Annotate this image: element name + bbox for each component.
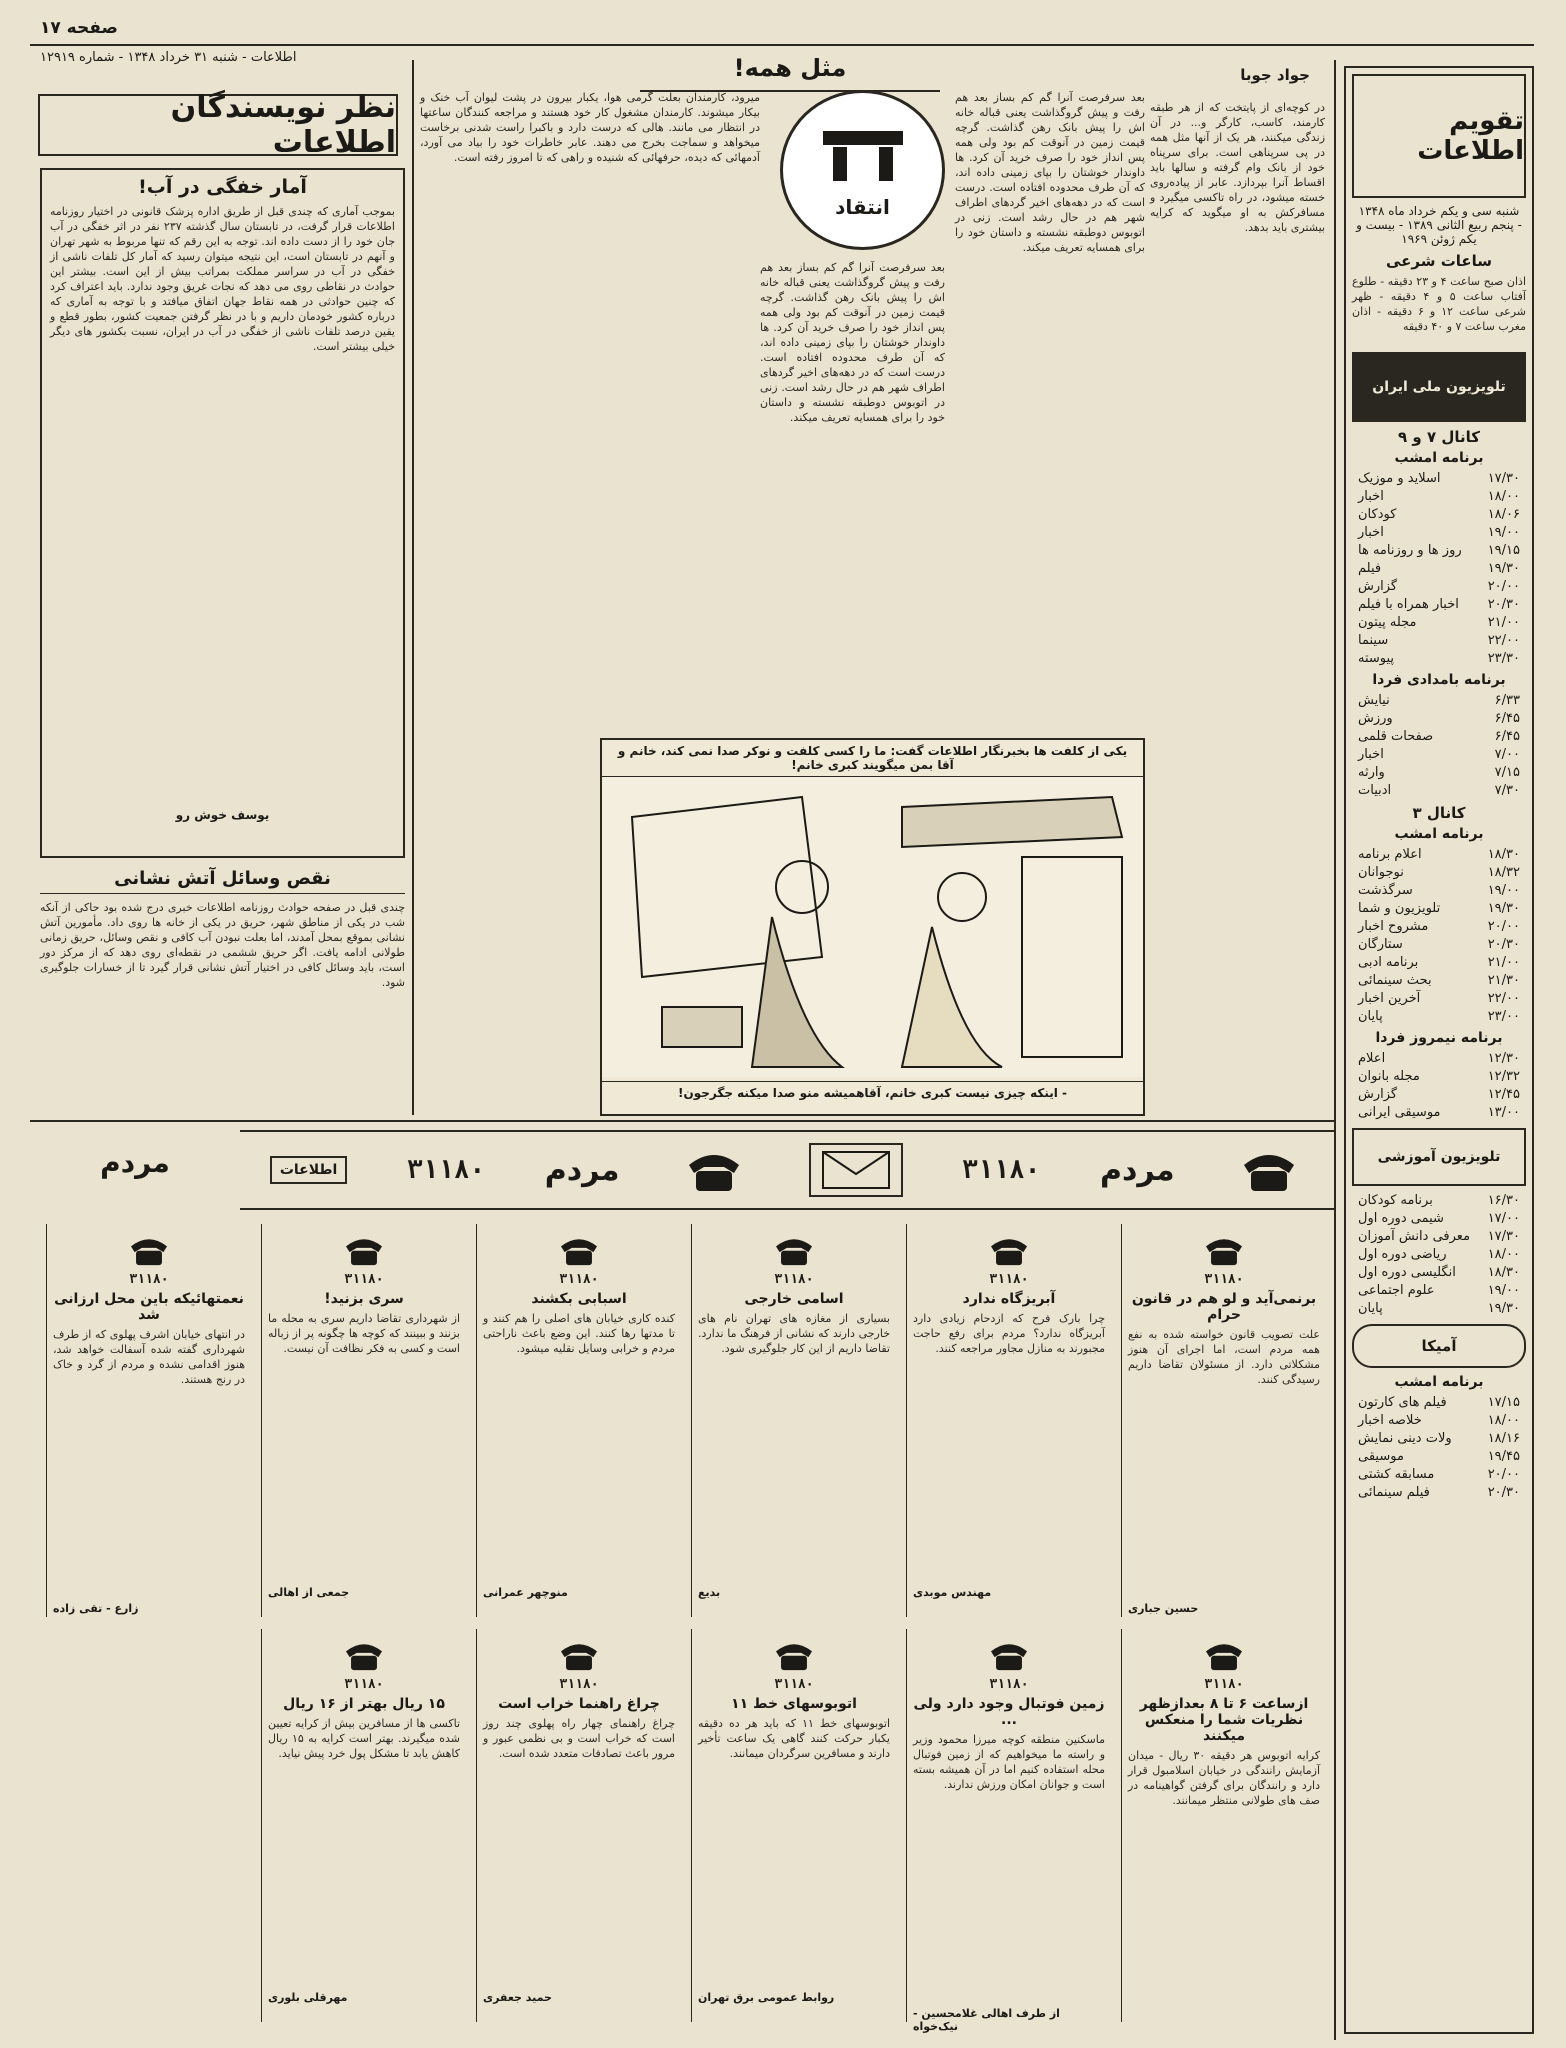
letter-body: علت تصویب قانون خواسته شده به نفع همه مردم است، اما اجرای آن هنوز مشکلاتی دارد. از مسئولان تقاضا داریم رسیدگی کنند.	[1128, 1328, 1320, 1386]
letter-title: نعمتهائیکه باین محل ارزانی شد	[54, 1291, 244, 1323]
center-title: مثل همه!	[640, 54, 940, 92]
telephone-icon	[913, 1228, 1105, 1272]
letter-signature: حمید جعفری	[483, 1991, 552, 2004]
letter-phone: ۳۱۱۸۰	[559, 1272, 599, 1287]
letter-item	[261, 1629, 466, 2022]
program-row	[1352, 524, 1526, 542]
program-name: کودکان	[1358, 507, 1397, 522]
letter-body: کرایه اتوبوس هر دقیقه ۳۰ ریال - میدان آزمایش رانندگی در خیابان اسلامبول قرار دارد و رانندگان برای گرفتن گواهینامه در صف های طولانی منتظر میمانند.	[1128, 1749, 1321, 1807]
program-time: ۲۱/۰۰	[1487, 615, 1520, 630]
program-time: ۱۸/۰۰	[1487, 1247, 1520, 1262]
telephone-icon	[1128, 1228, 1320, 1272]
program-time: ۱۹/۳۰	[1487, 1301, 1520, 1316]
telephone-icon	[53, 1228, 245, 1272]
program-row	[1352, 1300, 1526, 1318]
program-row	[1352, 1412, 1526, 1430]
amika-logo: آمیکا	[1352, 1324, 1526, 1368]
calendar-logo-box	[1352, 74, 1526, 198]
program-list-a	[1352, 470, 1526, 668]
program-time: ۶/۳۳	[1494, 693, 1520, 708]
program-list-e	[1352, 1192, 1526, 1318]
program-row	[1352, 728, 1526, 746]
program-time: ۱۸/۳۲	[1487, 865, 1520, 880]
program-time: ۱۶/۳۰	[1487, 1193, 1520, 1208]
cartoon-illustration	[602, 777, 1143, 1077]
letters-section	[40, 1220, 1330, 2033]
cartoon-caption: - اینکه چیزی نیست کبری خانم، آقاهمیشه منو صدا میکنه جگرجون!	[602, 1081, 1143, 1104]
program-name: انگلیسی دوره اول	[1358, 1265, 1456, 1280]
program-row	[1352, 506, 1526, 524]
author-name: جواد جوبا	[1240, 66, 1310, 84]
program-time: ۱۹/۱۵	[1487, 543, 1520, 558]
program-time: ۱۹/۳۰	[1487, 561, 1520, 576]
program-row	[1352, 882, 1526, 900]
telephone-icon	[698, 1633, 890, 1677]
program-row	[1352, 1050, 1526, 1068]
telephone-icon	[483, 1633, 675, 1677]
tonight-c: برنامه امشب	[1394, 1374, 1484, 1390]
program-name: علوم اجتماعی	[1358, 1283, 1435, 1298]
letter-title: اتوبوسهای خط ۱۱	[731, 1696, 857, 1712]
letter-signature: منوچهر عمرانی	[483, 1586, 568, 1599]
people-side-logo	[40, 1130, 230, 1210]
program-row	[1352, 972, 1526, 990]
letter-body: کنده کاری خیابان های اصلی را هم کنند و تا مدتها رها کنند. این وضع باعث ناراحتی مردم و خرابی وسایل نقلیه میشود.	[483, 1312, 675, 1355]
program-row	[1352, 1264, 1526, 1282]
program-row	[1352, 1228, 1526, 1246]
letter-body: چرا بارک فرح که ازدحام زیادی دارد آبریزگاه ندارد؟ مردم برای رفع حاجت مجبورند به منازل مجاور مراجعه کنند.	[913, 1312, 1105, 1355]
program-row	[1352, 846, 1526, 864]
program-time: ۲۱/۳۰	[1487, 973, 1520, 988]
letter-body: از شهرداری تقاضا داریم سری به محله ما بزنند و ببینند که کوچه ها چگونه پر از زباله است و کسی به فکر نظافت آن نیست.	[268, 1312, 460, 1355]
program-time: ۱۲/۴۵	[1487, 1087, 1520, 1102]
program-row	[1352, 578, 1526, 596]
program-name: ورزش	[1358, 711, 1393, 726]
page-label: صفحه ۱۷	[40, 18, 118, 38]
program-time: ۱۹/۴۵	[1487, 1449, 1520, 1464]
people-logo-2: مردم	[544, 1152, 620, 1188]
program-list-c	[1352, 846, 1526, 1026]
program-time: ۲۱/۰۰	[1487, 955, 1520, 970]
program-time: ۱۷/۰۰	[1487, 1211, 1520, 1226]
people-side-title: مردم	[100, 1146, 170, 1179]
program-name: نوجوانان	[1358, 865, 1404, 880]
program-name: فیلم های کارتون	[1358, 1395, 1447, 1410]
letter-item	[906, 1629, 1111, 2033]
row-rule	[30, 1120, 1334, 1122]
program-name: ادبیات	[1358, 783, 1392, 798]
program-row	[1352, 1008, 1526, 1026]
program-name: برنامه ادبی	[1358, 955, 1419, 970]
program-row	[1352, 746, 1526, 764]
program-row	[1352, 990, 1526, 1008]
program-name: اخبار همراه با فیلم	[1358, 597, 1459, 612]
program-name: فیلم سینمائی	[1358, 1485, 1430, 1500]
program-time: ۱۹/۰۰	[1487, 1283, 1520, 1298]
calendar-logo: تقویم اطلاعات	[1417, 106, 1524, 166]
program-row	[1352, 918, 1526, 936]
program-name: پایان	[1358, 1009, 1383, 1024]
program-time: ۱۷/۱۵	[1487, 1395, 1520, 1410]
letter-title: اسامی خارجی	[744, 1291, 844, 1307]
telephone-icon	[268, 1228, 460, 1272]
program-row	[1352, 1484, 1526, 1502]
program-row	[1352, 936, 1526, 954]
letter-body: بسیاری از مغازه های تهران نام های خارجی دارند که نشانی از فرهنگ ما ندارد. تقاضا داریم از این کار جلوگیری شود.	[698, 1312, 890, 1355]
program-time: ۲۰/۳۰	[1487, 1485, 1520, 1500]
program-row	[1352, 1282, 1526, 1300]
program-name: ستارگان	[1358, 937, 1403, 952]
article-drowning	[40, 168, 405, 858]
letter-signature: از طرف اهالی غلامحسین - نیک‌خواه	[913, 2007, 1060, 2033]
program-name: موسیقی	[1358, 1449, 1404, 1464]
program-time: ۲۲/۰۰	[1487, 991, 1520, 1006]
gavel-icon	[813, 121, 913, 191]
channel-a: کانال ۷ و ۹	[1398, 428, 1480, 446]
program-row	[1352, 470, 1526, 488]
program-row	[1352, 864, 1526, 882]
people-phone-2: ۳۱۱۸۰	[406, 1155, 486, 1185]
program-row	[1352, 1104, 1526, 1122]
letter-phone: ۳۱۱۸۰	[559, 1677, 599, 1692]
program-row	[1352, 900, 1526, 918]
program-time: ۲۰/۳۰	[1487, 937, 1520, 952]
people-logo: مردم	[1100, 1152, 1175, 1188]
letter-item	[906, 1224, 1111, 1617]
program-name: اسلاید و موزیک	[1358, 471, 1441, 486]
article-title: نقص وسائل آتش نشانی	[40, 868, 405, 894]
middle-text: میرود، کارمندان بعلت گرمی هوا، یکبار بیرون در پشت لیوان آب خنک و بیکار میشوند. کارمندان مشغول کار خود هستند و مراجعه کنندگان ساعتها در انتظار می مانند. هالی که درست دارد و باکبرا راست شدنی برخاست میخواهد و سماجت بخرج می دهند. عابر خاطرات خود را بیاد می آورد، آدمهائی که دیده، حرفهائی که شنیده و راهی که تا امروز رفته است.	[420, 91, 760, 164]
program-row	[1352, 560, 1526, 578]
prayer-text: اذان صبح ساعت ۴ و ۲۳ دقیقه - طلوع آفتاب ساعت ۵ و ۴ دقیقه - ظهر شرعی ساعت ۱۲ و ۶ دقیقه - اذان مغرب ساعت ۷ و ۴۰ دقیقه	[1352, 275, 1527, 333]
letter-title: آبریزگاه ندارد	[962, 1291, 1056, 1307]
program-name: صفحات قلمی	[1358, 729, 1434, 744]
program-row	[1352, 1448, 1526, 1466]
program-row	[1352, 1068, 1526, 1086]
telephone-icon	[1128, 1633, 1320, 1677]
telephone-icon	[483, 1228, 675, 1272]
letter-body: تاکسی ها از مسافرین بیش از کرایه تعیین شده میگیرند. بهتر است کرایه به ۱۵ ریال کاهش یابد تا مشکل پول خرد پیش نیاید.	[268, 1717, 460, 1760]
letter-signature: جمعی از اهالی	[268, 1586, 350, 1599]
letter-item	[1121, 1224, 1326, 1617]
article-title: آمار خفگی در آب!	[138, 176, 307, 198]
letter-item	[691, 1224, 896, 1617]
program-row	[1352, 1210, 1526, 1228]
program-row	[1352, 1192, 1526, 1210]
program-row	[1352, 1086, 1526, 1104]
letter-phone: ۳۱۱۸۰	[774, 1272, 814, 1287]
letter-item	[1121, 1629, 1326, 2022]
letter-title: زمین فوتبال وجود دارد ولی ...	[913, 1696, 1105, 1728]
letter-phone: ۳۱۱۸۰	[344, 1272, 384, 1287]
program-row	[1352, 782, 1526, 800]
program-time: ۷/۱۵	[1494, 765, 1520, 780]
program-row	[1352, 1394, 1526, 1412]
letter-body: اتوبوسهای خط ۱۱ که باید هر ده دقیقه یکبار حرکت کنند گاهی یک ساعت تأخیر دارند و مسافرین سرگردان میمانند.	[698, 1717, 891, 1760]
tonight-b: برنامه امشب	[1394, 826, 1484, 842]
tomorrow-morning: برنامه بامدادی فردا	[1372, 672, 1506, 688]
telephone-icon	[679, 1140, 749, 1200]
letter-signature: مهندس موبدی	[913, 1586, 992, 1599]
calendar-date-1: شنبه سی و یکم خرداد ماه ۱۳۴۸	[1358, 204, 1520, 218]
program-time: ۲۰/۳۰	[1487, 597, 1520, 612]
letter-phone: ۳۱۱۸۰	[1204, 1272, 1244, 1287]
program-name: اخبار	[1358, 489, 1384, 504]
program-row	[1352, 614, 1526, 632]
program-name: مسابقه کشتی	[1358, 1467, 1435, 1482]
program-name: گزارش	[1358, 1087, 1398, 1102]
program-time: ۱۷/۳۰	[1487, 471, 1520, 486]
section-banner-title: نظر نویسندگان اطلاعات	[170, 90, 396, 160]
letter-signature: زارع - تقی زاده	[53, 1602, 139, 1615]
letter-item	[46, 1224, 251, 1617]
program-time: ۷/۳۰	[1494, 783, 1520, 798]
letter-phone: ۳۱۱۸۰	[129, 1272, 169, 1287]
dateline: اطلاعات - شنبه ۳۱ خرداد ۱۳۴۸ - شماره ۱۲۹۱۹	[40, 50, 297, 65]
channel-b: کانال ۳	[1412, 804, 1466, 822]
cartoon-box	[600, 738, 1145, 1116]
letter-phone: ۳۱۱۸۰	[1204, 1677, 1244, 1692]
program-name: فیلم	[1358, 561, 1382, 576]
letter-body: ماسکنین منطقه کوچه میرزا محمود وزیر و راسته ما میخواهیم که از زمین فوتبال محله استفاده کنیم اما در آن همیشه بسته است و جوانان امکان ورزش ندارند.	[913, 1733, 1105, 1791]
program-name: روز ها و روزنامه ها	[1358, 543, 1462, 558]
letter-title: ۱۵ ریال بهتر از ۱۶ ریال	[283, 1696, 445, 1712]
program-time: ۱۸/۰۰	[1487, 1413, 1520, 1428]
program-time: ۱۸/۳۰	[1487, 1265, 1520, 1280]
program-time: ۲۳/۳۰	[1487, 651, 1520, 666]
program-name: نیایش	[1358, 693, 1390, 708]
header-rule	[30, 44, 1534, 46]
section-banner	[38, 90, 398, 160]
program-time: ۱۹/۰۰	[1487, 525, 1520, 540]
program-name: معرفی دانش آموزان	[1358, 1229, 1471, 1244]
letter-title: اسبابی بکشند	[531, 1291, 627, 1307]
program-row	[1352, 954, 1526, 972]
program-time: ۲۰/۰۰	[1487, 919, 1520, 934]
telephone-icon	[698, 1228, 890, 1272]
letter-signature: حسین جباری	[1128, 1602, 1199, 1615]
program-name: مشروح اخبار	[1358, 919, 1429, 934]
program-list-d	[1352, 1050, 1526, 1122]
program-name: اخبار	[1358, 525, 1384, 540]
program-name: خلاصه اخبار	[1358, 1413, 1422, 1428]
program-time: ۱۹/۰۰	[1487, 883, 1520, 898]
program-time: ۶/۴۵	[1494, 729, 1520, 744]
calendar-column	[1344, 66, 1534, 2034]
letter-title: ازساعت ۶ تا ۸ بعدازظهر نظریات شما را منعکس میکنند	[1139, 1696, 1309, 1744]
prayer-title: ساعات شرعی	[1385, 252, 1493, 270]
program-name: بحث سینمائی	[1358, 973, 1432, 988]
program-name: آخرین اخبار	[1358, 991, 1421, 1006]
program-time: ۲۰/۰۰	[1487, 1467, 1520, 1482]
program-name: تلویزیون و شما	[1358, 901, 1441, 916]
letter-body: در انتهای خیابان اشرف پهلوی که از طرف شهرداری گفته شده آسفالت خواهد شد، هنوز اقدامی نشده و مردم از گرد و خاک در رنج هستند.	[53, 1328, 245, 1386]
right-text-2: بعد سرفرصت آنرا گم کم بساز بعد هم رفت و پیش گروگذاشت یعنی قباله خانه اش را پیش بانک رهن گذاشت. گرچه قیمت زمین در آنوقت کم بود ولی همه پس انداز خود را صرف خرید آن کرد. ها داوندار خوشتان را بپای زمینی داده اند، که آن طرف محدوده افتاده است. درست است که در دهه‌های اخیر گردهای اطراف شهر هم در حال رشد است. زنی در اتوبوس دوطبقه نشسته و داستان خود را برای همسایه تعریف میکند.	[955, 91, 1145, 254]
program-time: ۱۲/۳۲	[1487, 1069, 1520, 1084]
letter-phone: ۳۱۱۸۰	[344, 1677, 384, 1692]
letter-body: چراغ راهنمای چهار راه پهلوی چند روز است که خراب است و بی نظمی عبور و مرور باعث تصادفات متعدد شده است.	[483, 1717, 675, 1760]
program-name: مجله پیتون	[1358, 615, 1417, 630]
program-name: شیمی دوره اول	[1358, 1211, 1444, 1226]
article-body: بموجب آماری که چندی قبل از طریق اداره پزشک قانونی در اختیار روزنامه اطلاعات قرار گرفت، در تابستان سال گذشته ۲۳۷ نفر در اثر خفگی در آب جان خود را از دست داده اند. توجه به این رقم که تنها مربوط به شهر تهران و آنهم در تابستان است، این نتیجه میتوان رسید که آمار کل تلفات ناشی از خفگی در آب در سراسر مملکت بمراتب بیش از این است. بیشتر این حوادث در نقاطی روی می دهد که نجات غریق وجود ندارد. باید اعتراف کرد که چنین حوادثی در همه نقاط جهان اتفاق میافتد و با توجه به آماری که درباره کشور خودمان داریم و با در نظر گرفتن جمعیت کشور، بطور قطع و یقین درصد تلفات ناشی از خفگی در آب در ایران، نسبت بکشور های دیگر خیلی بیشتر است.	[50, 205, 395, 353]
program-name: مجله بانوان	[1358, 1069, 1420, 1084]
critique-badge	[780, 90, 945, 250]
program-row	[1352, 1246, 1526, 1264]
right-text: بعد سرفرصت آنرا گم کم بساز بعد هم رفت و پیش گروگذاشت یعنی قباله خانه اش را پیش بانک رهن گذاشت. گرچه قیمت زمین در آنوقت کم بود ولی همه پس انداز خود را صرف خرید آن کرد. ها داوندار خوشتان را بپای زمینی داده اند، که آن طرف محدوده افتاده است. درست است که در دهه‌های اخیر گردهای اطراف شهر هم در حال رشد است. زنی در اتوبوس دوطبقه نشسته و داستان خود را برای همسایه تعریف میکند.	[760, 261, 945, 424]
col-rule	[1334, 60, 1336, 2040]
program-row	[1352, 1466, 1526, 1484]
col-rule	[412, 60, 414, 1115]
program-time: ۲۰/۰۰	[1487, 579, 1520, 594]
noon-title: برنامه نیمروز فردا	[1375, 1030, 1503, 1046]
telephone-icon	[268, 1633, 460, 1677]
program-name: گزارش	[1358, 579, 1398, 594]
telephone-icon	[1234, 1140, 1304, 1200]
program-name: برنامه کودکان	[1358, 1193, 1433, 1208]
program-time: ۱۹/۳۰	[1487, 901, 1520, 916]
program-name: ولات دینی نمایش	[1358, 1431, 1452, 1446]
program-row	[1352, 488, 1526, 506]
program-row	[1352, 764, 1526, 782]
program-time: ۱۷/۳۰	[1487, 1229, 1520, 1244]
critique-label: انتقاد	[835, 195, 890, 219]
letter-title: چراغ راهنما خراب است	[498, 1696, 660, 1712]
letter-phone: ۳۱۱۸۰	[989, 1677, 1029, 1692]
telephone-icon	[913, 1633, 1105, 1677]
letter-signature: روابط عمومی برق تهران	[698, 1991, 835, 2004]
letter-title: برنمی‌آید و لو هم در قانون حرام	[1131, 1291, 1317, 1323]
letter-item	[476, 1224, 681, 1617]
letter-signature: مهرقلی بلوری	[268, 1991, 348, 2004]
letter-phone: ۳۱۱۸۰	[989, 1272, 1029, 1287]
program-name: موسیقی ایرانی	[1358, 1105, 1441, 1120]
program-row	[1352, 692, 1526, 710]
program-time: ۱۸/۰۶	[1487, 507, 1520, 522]
program-name: اعلام برنامه	[1358, 847, 1422, 862]
program-time: ۱۸/۱۶	[1487, 1431, 1520, 1446]
program-time: ۱۸/۳۰	[1487, 847, 1520, 862]
far-right-text: در کوچه‌ای از پایتخت که از هر طبقه کارمند، کاسب، کارگر و... در آن زندگی میکنند، هر یک از آنها مثل همه در پی سرپناهی است. برای سرپناه خود از بانک وام گرفته و سالها باید اقساط آنرا بپردازد. عابر از پیاده‌روی خسته میشود، در راه تاکسی میگیرد و مسافرکش به او میگوید که کرایه بیشتری باید بدهد.	[1150, 101, 1325, 234]
letter-item	[691, 1629, 896, 2022]
program-name: پیوسته	[1358, 651, 1395, 666]
program-time: ۱۲/۳۰	[1487, 1051, 1520, 1066]
letter-item	[261, 1224, 466, 1617]
program-name: وارثه	[1358, 765, 1385, 780]
tv-logo: تلویزیون ملی ایران	[1352, 352, 1526, 422]
tonight-a: برنامه امشب	[1394, 450, 1484, 466]
program-name: اخبار	[1358, 747, 1384, 762]
program-name: ریاضی دوره اول	[1358, 1247, 1447, 1262]
letter-phone: ۳۱۱۸۰	[774, 1677, 814, 1692]
program-name: سینما	[1358, 633, 1389, 648]
program-name: پایان	[1358, 1301, 1383, 1316]
edu-tv-logo: تلویزیون آموزشی	[1352, 1128, 1526, 1186]
program-row	[1352, 542, 1526, 560]
program-row	[1352, 596, 1526, 614]
calendar-date-2: - پنجم ربیع الثانی ۱۳۸۹ - بیست و یکم ژوئن ۱۹۶۹	[1356, 218, 1522, 246]
letter-title: سری بزنید!	[324, 1291, 404, 1307]
article-signature: یوسف خوش رو	[175, 808, 270, 822]
article-body: چندی قبل در صفحه حوادث روزنامه اطلاعات خبری درج شده بود حاکی از آنکه شب در یکی از مناطق شهر، حریق در یکی از خانه ها روی داد. مأمورین آتش نشانی بموقع بمحل آمدند، اما بعلت نبودن آب کافی و نقص وسائل، حریق زمانی طولانی ادامه یافت. اگر حریق ششمی در نقطه‌ای روی دهد که از مرکز دور است، باید وسائل کافی در اختیار آتش نشانی قرار گیرد تا از خسارات جلوگیری شود.	[40, 901, 405, 989]
program-time: ۶/۴۵	[1494, 711, 1520, 726]
letter-item	[476, 1629, 681, 2022]
program-time: ۷/۰۰	[1494, 747, 1520, 762]
program-time: ۲۳/۰۰	[1487, 1009, 1520, 1024]
program-time: ۲۲/۰۰	[1487, 633, 1520, 648]
program-name: سرگذشت	[1358, 883, 1413, 898]
people-banner	[240, 1130, 1334, 1210]
cartoon-title: یکی از کلفت ها بخبرنگار اطلاعات گفت: ما را کسی کلفت و نوکر صدا نمی کند، خانم و آقا بمن میگویند کبری خانم!	[602, 740, 1143, 777]
program-name: اعلام	[1358, 1051, 1386, 1066]
article-fire	[40, 868, 405, 1118]
letter-signature: بدیع	[698, 1586, 721, 1599]
program-time: ۱۳/۰۰	[1487, 1105, 1520, 1120]
program-row	[1352, 650, 1526, 668]
envelope-icon	[809, 1143, 903, 1197]
program-list-f	[1352, 1394, 1526, 1502]
program-row	[1352, 710, 1526, 728]
program-row	[1352, 632, 1526, 650]
people-phone: ۳۱۱۸۰	[962, 1155, 1041, 1185]
program-time: ۱۸/۰۰	[1487, 489, 1520, 504]
program-row	[1352, 1430, 1526, 1448]
program-list-b	[1352, 692, 1526, 800]
people-sub: اطلاعات	[270, 1156, 348, 1184]
